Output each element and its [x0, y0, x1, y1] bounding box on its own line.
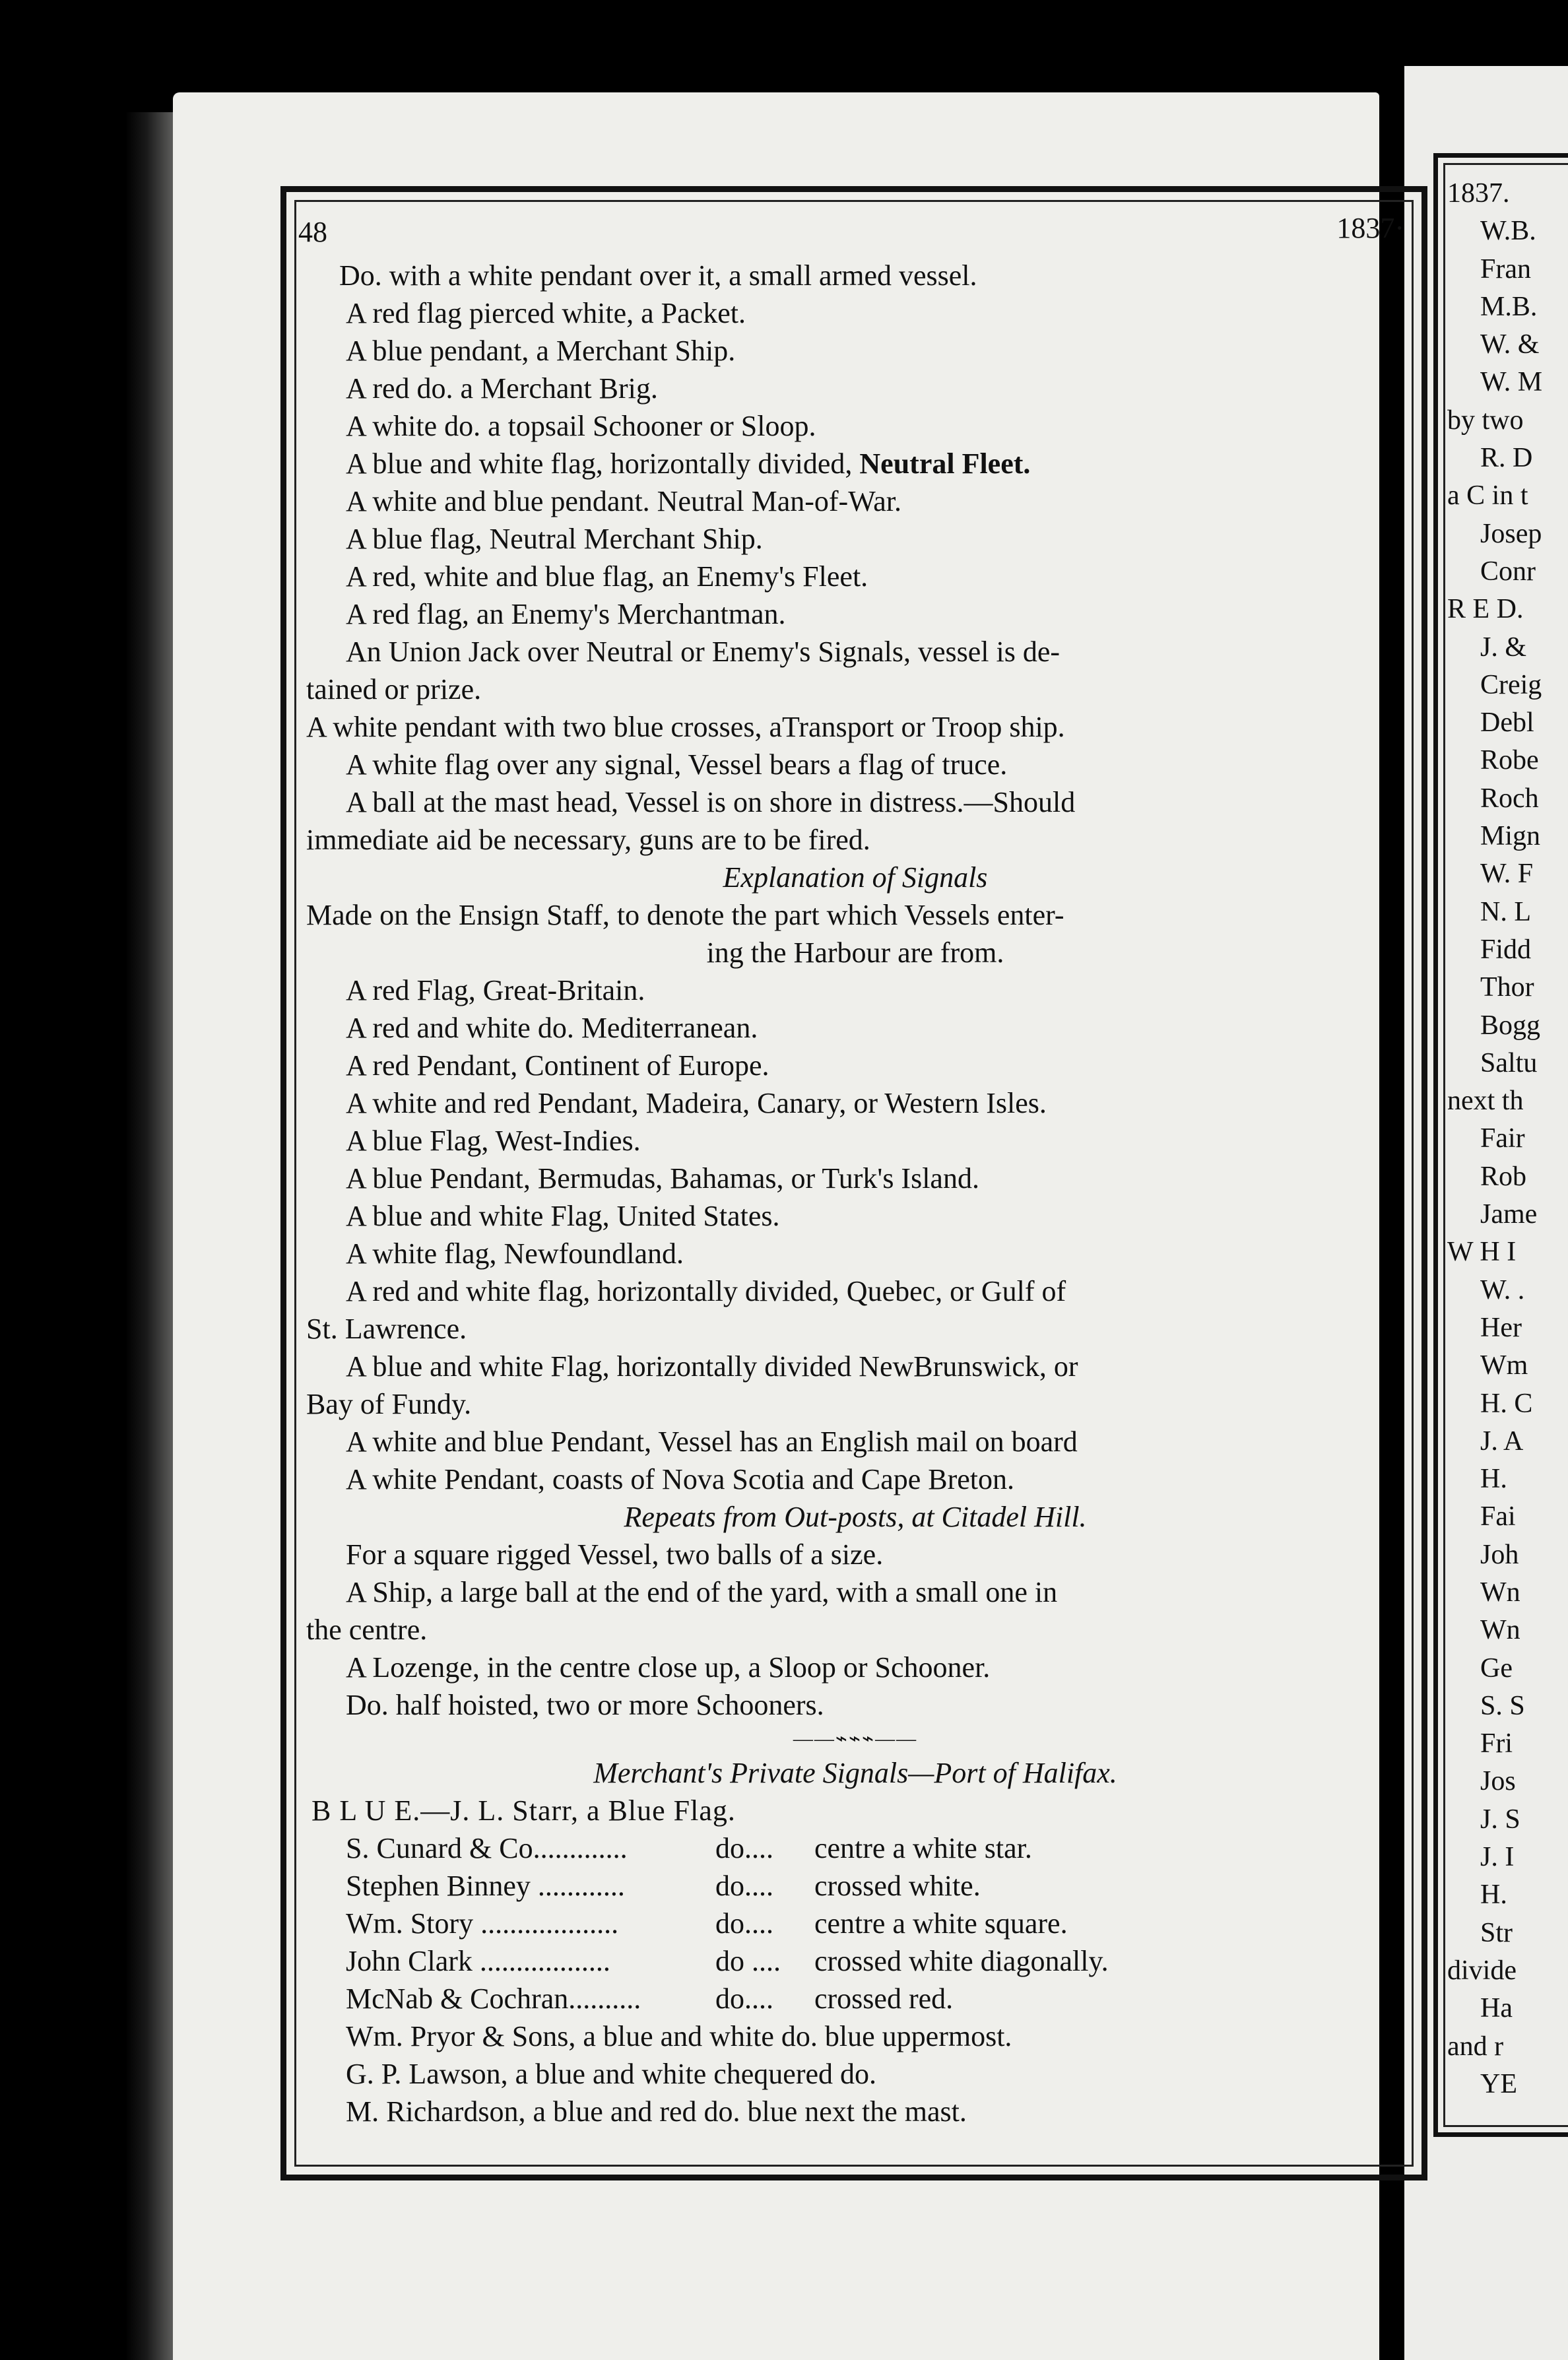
text-line: [306, 1272, 1404, 1310]
line-bold-text: Neutral Fleet.: [852, 447, 1031, 480]
text-line: [306, 520, 1404, 558]
right-page-line: Rob: [1480, 1161, 1527, 1192]
text-line: [306, 1047, 1404, 1084]
section-heading: [306, 1498, 1404, 1536]
right-page-line: N. L: [1480, 896, 1531, 927]
text-line: [306, 370, 1404, 407]
text-line: [306, 558, 1404, 595]
text-line: G. P. Lawson, a blue and white chequered do.: [346, 2058, 877, 2090]
line-text: A white flag, Newfoundland.: [346, 1237, 684, 1270]
right-page-line: R. D: [1480, 443, 1533, 474]
right-page-line: W. .: [1480, 1274, 1525, 1305]
section-heading: [306, 859, 1404, 896]
text-line: [306, 1197, 1404, 1235]
right-page-line: W.B.: [1480, 216, 1536, 247]
text-line: [306, 1649, 1404, 1686]
line-text: A red Pendant, Continent of Europe.: [346, 1049, 769, 1082]
right-page-line: Ge: [1480, 1653, 1513, 1684]
right-page-line: M.B.: [1480, 291, 1538, 322]
line-text: A white and blue pendant. Neutral Man-of-War.: [346, 485, 901, 517]
text-line: [306, 934, 1404, 971]
signal-row: [306, 1942, 1404, 1980]
right-page-line: R E D.: [1447, 594, 1524, 625]
page-number: 48: [298, 216, 327, 248]
signal-merchant: Stephen Binney ............: [346, 1870, 625, 1902]
line-text: A white and blue Pendant, Vessel has an English mail on board: [346, 1426, 1078, 1458]
text-line: [306, 294, 1404, 332]
line-text: A Ship, a large ball at the end of the yard, with a small one in: [346, 1576, 1058, 1608]
line-text: A blue and white flag, horizontally divided,: [346, 447, 853, 480]
text-line: [306, 1460, 1404, 1498]
line-text: A blue Flag, West-Indies.: [346, 1125, 641, 1157]
line-text: A ball at the mast head, Vessel is on shore in distress.—Should: [346, 786, 1076, 818]
signal-merchant: Wm. Story ...................: [346, 1907, 619, 1940]
line-text: A blue pendant, a Merchant Ship.: [346, 335, 736, 367]
right-page-line: Robe: [1480, 745, 1539, 776]
right-page-line: Jame: [1480, 1199, 1538, 1230]
line-text: A white and red Pendant, Madeira, Canary, or Western Isles.: [346, 1087, 1047, 1119]
right-page-line: Jos: [1480, 1766, 1516, 1797]
text-line: [306, 445, 1404, 482]
right-page-line: Wm: [1480, 1350, 1528, 1381]
right-page-line: Joh: [1480, 1539, 1519, 1570]
line-text: A red do. a Merchant Brig.: [346, 372, 658, 405]
section-divider: ——⌁⌁⌁——: [793, 1728, 918, 1750]
line-text: A red Flag, Great-Britain.: [346, 974, 645, 1006]
right-page-line: W. &: [1480, 329, 1540, 360]
right-page-line: Fran: [1480, 253, 1531, 284]
line-text: A Lozenge, in the centre close up, a Sloop or Schooner.: [346, 1651, 991, 1684]
text-line: [306, 896, 1404, 934]
line-text: A white flag over any signal, Vessel bears a flag of truce.: [346, 748, 1008, 781]
text-line: [306, 971, 1404, 1009]
line-text: Repeats from Out-posts, at Citadel Hill.: [624, 1501, 1087, 1533]
line-text: A red, white and blue flag, an Enemy's Fleet.: [346, 560, 868, 593]
text-line: [306, 1573, 1404, 1611]
right-page-line: Wn: [1480, 1615, 1520, 1646]
right-page-line: Fidd: [1480, 934, 1532, 965]
line-text: A white Pendant, coasts of Nova Scotia and Cape Breton.: [346, 1463, 1015, 1495]
text-line: [306, 1009, 1404, 1047]
line-text: A red flag pierced white, a Packet.: [346, 297, 746, 329]
signal-row: [306, 1829, 1404, 1867]
right-page-line: Fair: [1480, 1123, 1525, 1154]
signal-ditto: do....: [715, 1907, 773, 1940]
text-line: [306, 1235, 1404, 1272]
right-page-line: Her: [1480, 1312, 1522, 1343]
text-line: [306, 1160, 1404, 1197]
right-page-line: by two: [1447, 405, 1524, 436]
signal-description: centre a white star.: [814, 1832, 1032, 1864]
right-page-line: Roch: [1480, 783, 1539, 814]
text-line: [306, 407, 1404, 445]
signal-row: [306, 1867, 1404, 1905]
right-page-line: H. C: [1480, 1388, 1533, 1419]
text-line: [306, 1611, 1404, 1649]
line-text: Bay of Fundy.: [306, 1388, 472, 1420]
signal-description: crossed red.: [814, 1983, 954, 2015]
right-page-line: H.: [1480, 1880, 1507, 1911]
text-line: [306, 1084, 1404, 1122]
text-line: [306, 1385, 1404, 1423]
right-page-line: W. F: [1480, 859, 1534, 890]
line-text: A blue and white Flag, horizontally divided NewBrunswick, or: [346, 1350, 1078, 1383]
right-page-line: 1837.: [1447, 178, 1510, 209]
right-page-line: and r: [1447, 2031, 1504, 2062]
right-page-line: Fri: [1480, 1728, 1513, 1759]
text-line: [306, 708, 1404, 746]
right-page-line: Saltu: [1480, 1047, 1538, 1078]
right-page-line: J. S: [1480, 1804, 1520, 1835]
signal-description: centre a white square.: [814, 1907, 1068, 1940]
text-line: [306, 1536, 1404, 1573]
right-page-text: [1447, 175, 1568, 2103]
signal-ditto: do....: [715, 1870, 773, 1902]
page-header: [298, 212, 1404, 257]
text-line: M. Richardson, a blue and red do. blue next the mast.: [346, 2095, 967, 2128]
signal-ditto: do ....: [715, 1945, 781, 1977]
text-line: [306, 1423, 1404, 1460]
line-text: A blue Pendant, Bermudas, Bahamas, or Turk's Island.: [346, 1162, 979, 1195]
signal-merchant: McNab & Cochran..........: [346, 1983, 641, 2015]
signal-merchant: John Clark ..................: [346, 1945, 610, 1977]
line-text: St. Lawrence.: [306, 1313, 467, 1345]
text-line: [306, 1122, 1404, 1160]
right-page-line: Thor: [1480, 972, 1534, 1003]
text-line: [306, 671, 1404, 708]
line-text: ing the Harbour are from.: [706, 936, 1004, 969]
signal-description: crossed white.: [814, 1870, 981, 1902]
signal-ditto: do....: [715, 1983, 773, 2015]
line-text: Do. with a white pendant over it, a small armed vessel.: [339, 259, 977, 292]
line-text: A red flag, an Enemy's Merchantman.: [346, 598, 786, 630]
right-page-line: S. S: [1480, 1690, 1525, 1721]
right-page-line: Bogg: [1480, 1010, 1541, 1041]
line-text: For a square rigged Vessel, two balls of a size.: [346, 1538, 884, 1571]
text-line: [306, 1348, 1404, 1385]
text-line: [306, 633, 1404, 671]
right-page-frame: [1433, 153, 1568, 2137]
right-page-line: Conr: [1480, 556, 1536, 587]
text-line: [306, 257, 1404, 294]
line-text: A blue flag, Neutral Merchant Ship.: [346, 523, 763, 555]
right-page-line: J. I: [1480, 1842, 1515, 1873]
right-page-line: next th: [1447, 1086, 1524, 1117]
signal-list: [306, 257, 1404, 1724]
text-line: [306, 595, 1404, 633]
line-text: immediate aid be necessary, guns are to be fired.: [306, 824, 870, 856]
line-text: A red and white do. Mediterranean.: [346, 1012, 758, 1044]
right-page-line: W. M: [1480, 367, 1543, 398]
right-page-line: a C in t: [1447, 480, 1528, 511]
right-page-line: Str: [1480, 1917, 1513, 1948]
text-line: [306, 746, 1404, 783]
page-year: 1837·: [1336, 212, 1404, 244]
merchant-signals-heading: Merchant's Private Signals—Port of Halifax.: [593, 1757, 1117, 1789]
line-text: A blue and white Flag, United States.: [346, 1200, 780, 1232]
right-page-line: Josep: [1480, 518, 1542, 549]
blue-signal-line: B L U E.—J. L. Starr, a Blue Flag.: [311, 1794, 736, 1827]
line-text: Made on the Ensign Staff, to denote the part which Vessels enter-: [306, 899, 1064, 931]
signal-ditto: do....: [715, 1832, 773, 1864]
merchant-signal-notes: [306, 2017, 1404, 2130]
signal-row: [306, 1905, 1404, 1942]
right-page-line: J. &: [1480, 632, 1527, 663]
text-line: [306, 332, 1404, 370]
line-text: Explanation of Signals: [723, 861, 988, 894]
text-line: [306, 821, 1404, 859]
merchant-signal-table: [306, 1829, 1404, 2017]
line-text: A white do. a topsail Schooner or Sloop.: [346, 410, 816, 442]
page-border: [280, 186, 1427, 2180]
line-text: the centre.: [306, 1614, 428, 1646]
line-text: A white pendant with two blue crosses, aTransport or Troop ship.: [306, 711, 1065, 743]
line-text: A red and white flag, horizontally divided, Quebec, or Gulf of: [346, 1275, 1066, 1307]
signal-merchant: S. Cunard & Co.............: [346, 1832, 628, 1864]
line-text: tained or prize.: [306, 673, 482, 705]
right-page-line: Mign: [1480, 821, 1541, 852]
text-line: [306, 1310, 1404, 1348]
page-content: [298, 212, 1404, 2161]
right-page-line: W H I: [1447, 1237, 1517, 1268]
text-line: [306, 783, 1404, 821]
line-text: Do. half hoisted, two or more Schooners.: [346, 1689, 824, 1721]
book-spine-shadow: [125, 112, 178, 2360]
right-page-line: Debl: [1480, 707, 1534, 738]
right-page-line: Ha: [1480, 1993, 1513, 2024]
right-page-line: Creig: [1480, 669, 1542, 700]
right-page-line: J. A: [1480, 1426, 1524, 1457]
right-page-line: Fai: [1480, 1501, 1516, 1532]
right-page-line: YE: [1480, 2068, 1517, 2099]
signal-description: crossed white diagonally.: [814, 1945, 1109, 1977]
text-line: [306, 1686, 1404, 1724]
text-line: [306, 482, 1404, 520]
right-page-line: H.: [1480, 1464, 1507, 1495]
right-page-line: Wn: [1480, 1577, 1520, 1608]
right-page-line: divide: [1447, 1955, 1517, 1986]
text-line: Wm. Pryor & Sons, a blue and white do. blue uppermost.: [346, 2020, 1012, 2052]
line-text: An Union Jack over Neutral or Enemy's Signals, vessel is de-: [346, 636, 1061, 668]
signal-row: [306, 1980, 1404, 2017]
